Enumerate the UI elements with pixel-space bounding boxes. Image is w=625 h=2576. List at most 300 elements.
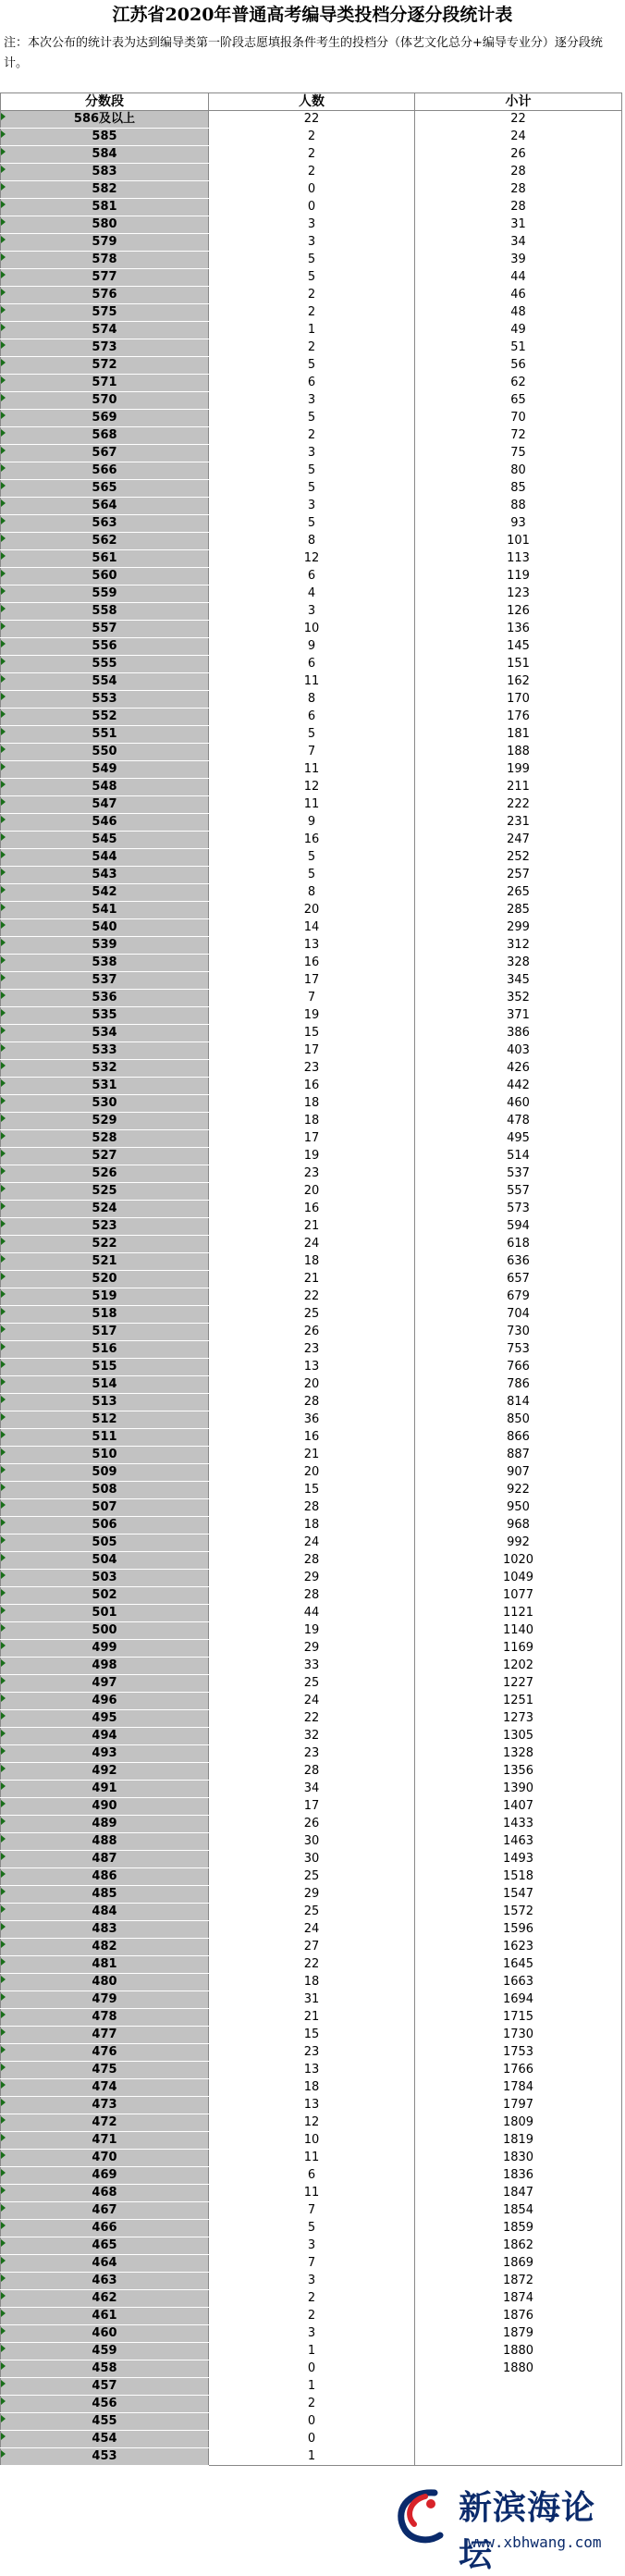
count-cell: 15 <box>209 1482 415 1499</box>
table-row <box>1 1095 622 1113</box>
score-range-cell: 586及以上 <box>1 111 209 129</box>
score-range-cell: 526 <box>1 1165 209 1183</box>
count-cell: 10 <box>209 2132 415 2150</box>
score-range-cell: 504 <box>1 1552 209 1570</box>
score-range-cell: 547 <box>1 796 209 814</box>
table-row <box>1 1253 622 1271</box>
score-range-cell: 464 <box>1 2255 209 2273</box>
table-row <box>1 1991 622 2009</box>
count-cell: 28 <box>209 1499 415 1517</box>
count-cell: 2 <box>209 2396 415 2413</box>
cumulative-cell: 704 <box>415 1306 622 1324</box>
table-row <box>1 1570 622 1587</box>
score-range-cell: 536 <box>1 990 209 1007</box>
cumulative-cell: 1694 <box>415 1991 622 2009</box>
count-cell: 7 <box>209 2202 415 2220</box>
table-row <box>1 1376 622 1394</box>
header-cumulative: 小计 <box>415 93 622 111</box>
score-range-cell: 544 <box>1 849 209 867</box>
table-row <box>1 1341 622 1359</box>
score-range-cell: 534 <box>1 1025 209 1042</box>
cumulative-cell: 85 <box>415 480 622 498</box>
table-row <box>1 1429 622 1447</box>
cumulative-cell: 51 <box>415 339 622 357</box>
cumulative-cell: 766 <box>415 1359 622 1376</box>
table-row <box>1 2185 622 2202</box>
count-cell: 17 <box>209 1130 415 1148</box>
cumulative-cell: 49 <box>415 322 622 339</box>
table-row <box>1 849 622 867</box>
count-cell: 8 <box>209 533 415 550</box>
table-row <box>1 919 622 937</box>
table-row <box>1 375 622 392</box>
table-row <box>1 1622 622 1640</box>
cumulative-cell: 371 <box>415 1007 622 1025</box>
count-cell: 18 <box>209 2079 415 2097</box>
table-row <box>1 146 622 164</box>
count-cell: 5 <box>209 867 415 884</box>
table-row <box>1 1552 622 1570</box>
table-row <box>1 2396 622 2413</box>
score-range-cell: 583 <box>1 164 209 181</box>
score-range-cell: 529 <box>1 1113 209 1130</box>
cumulative-cell: 992 <box>415 1535 622 1552</box>
score-range-cell: 565 <box>1 480 209 498</box>
score-range-cell: 475 <box>1 2062 209 2079</box>
table-row <box>1 1025 622 1042</box>
score-range-cell: 570 <box>1 392 209 410</box>
cumulative-cell: 1049 <box>415 1570 622 1587</box>
count-cell: 13 <box>209 1359 415 1376</box>
table-row <box>1 2255 622 2273</box>
cumulative-cell: 636 <box>415 1253 622 1271</box>
cumulative-cell: 1753 <box>415 2044 622 2062</box>
table-row <box>1 621 622 638</box>
count-cell: 24 <box>209 1236 415 1253</box>
count-cell: 9 <box>209 638 415 656</box>
count-cell: 19 <box>209 1148 415 1165</box>
table-row <box>1 2044 622 2062</box>
score-range-cell: 524 <box>1 1201 209 1218</box>
count-cell: 17 <box>209 1798 415 1816</box>
table-row <box>1 1394 622 1411</box>
cumulative-cell: 328 <box>415 955 622 972</box>
score-range-cell: 480 <box>1 1974 209 1991</box>
table-row <box>1 445 622 462</box>
count-cell: 8 <box>209 884 415 902</box>
cumulative-cell: 199 <box>415 761 622 779</box>
count-cell: 18 <box>209 1974 415 1991</box>
table-row <box>1 357 622 375</box>
count-cell: 28 <box>209 1394 415 1411</box>
table-row <box>1 1587 622 1605</box>
score-range-cell: 515 <box>1 1359 209 1376</box>
score-range-cell: 510 <box>1 1447 209 1464</box>
count-cell: 22 <box>209 1710 415 1728</box>
cumulative-cell: 557 <box>415 1183 622 1201</box>
table-row <box>1 709 622 726</box>
count-cell: 5 <box>209 269 415 287</box>
score-range-cell: 505 <box>1 1535 209 1552</box>
table-row <box>1 1306 622 1324</box>
score-range-cell: 454 <box>1 2431 209 2448</box>
count-cell: 1 <box>209 2448 415 2466</box>
count-cell: 12 <box>209 2114 415 2132</box>
score-range-cell: 492 <box>1 1763 209 1781</box>
cumulative-cell: 1020 <box>415 1552 622 1570</box>
score-range-cell: 580 <box>1 216 209 234</box>
cumulative-cell: 1859 <box>415 2220 622 2237</box>
count-cell: 0 <box>209 2360 415 2378</box>
table-row <box>1 480 622 498</box>
count-cell: 21 <box>209 1447 415 1464</box>
table-row <box>1 1763 622 1781</box>
count-cell: 21 <box>209 1271 415 1288</box>
count-cell: 6 <box>209 709 415 726</box>
score-range-cell: 466 <box>1 2220 209 2237</box>
count-cell: 6 <box>209 656 415 673</box>
table-row <box>1 1851 622 1868</box>
table-row <box>1 1956 622 1974</box>
table-row <box>1 1868 622 1886</box>
score-range-cell: 556 <box>1 638 209 656</box>
cumulative-cell: 176 <box>415 709 622 726</box>
count-cell: 25 <box>209 1904 415 1921</box>
watermark-name: 新滨海论坛 <box>459 2489 596 2574</box>
cumulative-cell: 887 <box>415 1447 622 1464</box>
score-range-cell: 545 <box>1 832 209 849</box>
count-cell: 15 <box>209 2027 415 2044</box>
cumulative-cell: 386 <box>415 1025 622 1042</box>
count-cell: 20 <box>209 1183 415 1201</box>
score-range-cell: 463 <box>1 2273 209 2290</box>
table-row <box>1 814 622 832</box>
table-row <box>1 691 622 709</box>
table-row <box>1 2325 622 2343</box>
score-range-cell: 479 <box>1 1991 209 2009</box>
table-row <box>1 339 622 357</box>
table-row <box>1 462 622 480</box>
score-range-cell: 525 <box>1 1183 209 1201</box>
score-range-cell: 558 <box>1 603 209 621</box>
cumulative-cell: 1836 <box>415 2167 622 2185</box>
cumulative-cell: 231 <box>415 814 622 832</box>
cumulative-cell: 1862 <box>415 2237 622 2255</box>
table-row <box>1 1271 622 1288</box>
cumulative-cell: 426 <box>415 1060 622 1078</box>
cumulative-cell: 1663 <box>415 1974 622 1991</box>
count-cell: 7 <box>209 990 415 1007</box>
score-range-cell: 473 <box>1 2097 209 2114</box>
table-row <box>1 832 622 849</box>
count-cell: 28 <box>209 1587 415 1605</box>
table-row <box>1 2079 622 2097</box>
cumulative-cell: 28 <box>415 164 622 181</box>
count-cell: 27 <box>209 1939 415 1956</box>
score-range-cell: 575 <box>1 304 209 322</box>
count-cell: 18 <box>209 1517 415 1535</box>
cumulative-cell: 252 <box>415 849 622 867</box>
count-cell: 2 <box>209 304 415 322</box>
table-row <box>1 902 622 919</box>
score-range-cell: 539 <box>1 937 209 955</box>
score-range-cell: 486 <box>1 1868 209 1886</box>
cumulative-cell: 352 <box>415 990 622 1007</box>
count-cell: 34 <box>209 1781 415 1798</box>
table-row <box>1 234 622 252</box>
cumulative-cell: 39 <box>415 252 622 269</box>
table-row <box>1 1130 622 1148</box>
cumulative-cell: 1766 <box>415 2062 622 2079</box>
count-cell: 8 <box>209 691 415 709</box>
cumulative-cell: 65 <box>415 392 622 410</box>
cumulative-cell: 1730 <box>415 2027 622 2044</box>
count-cell: 31 <box>209 1991 415 2009</box>
count-cell: 11 <box>209 761 415 779</box>
score-range-cell: 483 <box>1 1921 209 1939</box>
cumulative-cell: 1407 <box>415 1798 622 1816</box>
table-row <box>1 2097 622 2114</box>
count-cell: 23 <box>209 1165 415 1183</box>
count-cell: 1 <box>209 2343 415 2360</box>
table-row <box>1 972 622 990</box>
cumulative-cell: 478 <box>415 1113 622 1130</box>
score-range-cell: 485 <box>1 1886 209 1904</box>
score-range-cell: 541 <box>1 902 209 919</box>
cumulative-cell: 265 <box>415 884 622 902</box>
cumulative-cell: 48 <box>415 304 622 322</box>
cumulative-cell <box>415 2431 622 2448</box>
table-row <box>1 779 622 796</box>
cumulative-cell: 1273 <box>415 1710 622 1728</box>
cumulative-cell: 126 <box>415 603 622 621</box>
score-range-cell: 493 <box>1 1745 209 1763</box>
count-cell: 3 <box>209 2237 415 2255</box>
score-range-cell: 520 <box>1 1271 209 1288</box>
count-cell: 5 <box>209 2220 415 2237</box>
cumulative-cell: 70 <box>415 410 622 427</box>
table-row <box>1 2378 622 2396</box>
table-body <box>1 111 622 2466</box>
score-range-cell: 508 <box>1 1482 209 1499</box>
table-row <box>1 181 622 199</box>
table-row <box>1 744 622 761</box>
cumulative-cell: 72 <box>415 427 622 445</box>
cumulative-cell: 1202 <box>415 1658 622 1675</box>
count-cell: 6 <box>209 375 415 392</box>
count-cell: 21 <box>209 2009 415 2027</box>
cumulative-cell: 1227 <box>415 1675 622 1693</box>
count-cell: 30 <box>209 1833 415 1851</box>
count-cell: 4 <box>209 585 415 603</box>
cumulative-cell: 75 <box>415 445 622 462</box>
count-cell: 23 <box>209 1060 415 1078</box>
score-range-cell: 474 <box>1 2079 209 2097</box>
count-cell: 0 <box>209 2413 415 2431</box>
score-range-cell: 560 <box>1 568 209 585</box>
table-row <box>1 955 622 972</box>
score-range-cell: 517 <box>1 1324 209 1341</box>
count-cell: 2 <box>209 287 415 304</box>
count-cell: 3 <box>209 2273 415 2290</box>
table-row <box>1 2062 622 2079</box>
cumulative-cell: 679 <box>415 1288 622 1306</box>
score-range-cell: 513 <box>1 1394 209 1411</box>
count-cell: 23 <box>209 1745 415 1763</box>
count-cell: 22 <box>209 111 415 129</box>
count-cell: 5 <box>209 462 415 480</box>
score-range-cell: 553 <box>1 691 209 709</box>
count-cell: 6 <box>209 568 415 585</box>
score-range-cell: 532 <box>1 1060 209 1078</box>
score-range-cell: 498 <box>1 1658 209 1675</box>
table-row <box>1 2273 622 2290</box>
table-row <box>1 1218 622 1236</box>
count-cell: 5 <box>209 515 415 533</box>
cumulative-cell: 594 <box>415 1218 622 1236</box>
cumulative-cell: 1493 <box>415 1851 622 1868</box>
count-cell: 0 <box>209 2431 415 2448</box>
table-row <box>1 1974 622 1991</box>
count-cell: 24 <box>209 1921 415 1939</box>
table-row <box>1 427 622 445</box>
count-cell: 5 <box>209 410 415 427</box>
count-cell: 13 <box>209 937 415 955</box>
table-row <box>1 2202 622 2220</box>
score-range-cell: 487 <box>1 1851 209 1868</box>
table-row <box>1 1464 622 1482</box>
table-row <box>1 1710 622 1728</box>
cumulative-cell: 657 <box>415 1271 622 1288</box>
table-row <box>1 1482 622 1499</box>
cumulative-cell: 1433 <box>415 1816 622 1833</box>
table-row <box>1 1728 622 1745</box>
count-cell: 3 <box>209 234 415 252</box>
count-cell: 19 <box>209 1007 415 1025</box>
cumulative-cell: 1809 <box>415 2114 622 2132</box>
count-cell: 11 <box>209 796 415 814</box>
cumulative-cell: 1715 <box>415 2009 622 2027</box>
count-cell: 0 <box>209 199 415 216</box>
count-cell: 5 <box>209 480 415 498</box>
count-cell: 26 <box>209 1816 415 1833</box>
cumulative-cell: 1572 <box>415 1904 622 1921</box>
score-range-cell: 514 <box>1 1376 209 1394</box>
cumulative-cell: 1880 <box>415 2360 622 2378</box>
score-range-cell: 496 <box>1 1693 209 1710</box>
score-range-cell: 550 <box>1 744 209 761</box>
score-range-cell: 576 <box>1 287 209 304</box>
score-range-cell: 585 <box>1 129 209 146</box>
count-cell: 13 <box>209 2097 415 2114</box>
table-row <box>1 216 622 234</box>
score-range-cell: 527 <box>1 1148 209 1165</box>
cumulative-cell: 514 <box>415 1148 622 1165</box>
cumulative-cell: 26 <box>415 146 622 164</box>
cumulative-cell: 537 <box>415 1165 622 1183</box>
table-row <box>1 164 622 181</box>
count-cell: 11 <box>209 2150 415 2167</box>
cumulative-cell: 211 <box>415 779 622 796</box>
score-range-cell: 461 <box>1 2308 209 2325</box>
score-range-cell: 500 <box>1 1622 209 1640</box>
score-range-cell: 555 <box>1 656 209 673</box>
count-cell: 11 <box>209 673 415 691</box>
score-range-cell: 453 <box>1 2448 209 2466</box>
score-range-cell: 521 <box>1 1253 209 1271</box>
score-range-cell: 494 <box>1 1728 209 1745</box>
cumulative-cell: 312 <box>415 937 622 955</box>
score-range-cell: 523 <box>1 1218 209 1236</box>
score-range-cell: 462 <box>1 2290 209 2308</box>
score-range-cell: 516 <box>1 1341 209 1359</box>
score-range-cell: 470 <box>1 2150 209 2167</box>
cumulative-cell: 22 <box>415 111 622 129</box>
cumulative-cell: 345 <box>415 972 622 990</box>
count-cell: 3 <box>209 216 415 234</box>
score-range-cell: 489 <box>1 1816 209 1833</box>
score-range-cell: 566 <box>1 462 209 480</box>
cumulative-cell: 1854 <box>415 2202 622 2220</box>
table-row <box>1 937 622 955</box>
table-row <box>1 1886 622 1904</box>
table-row <box>1 287 622 304</box>
count-cell: 20 <box>209 1376 415 1394</box>
table-row <box>1 129 622 146</box>
count-cell: 16 <box>209 832 415 849</box>
table-row <box>1 2308 622 2325</box>
cumulative-cell: 247 <box>415 832 622 849</box>
table-row <box>1 2290 622 2308</box>
score-range-cell: 497 <box>1 1675 209 1693</box>
count-cell: 21 <box>209 1218 415 1236</box>
table-row <box>1 1745 622 1763</box>
cumulative-cell: 1872 <box>415 2273 622 2290</box>
table-row <box>1 1183 622 1201</box>
count-cell: 18 <box>209 1095 415 1113</box>
cumulative-cell: 1819 <box>415 2132 622 2150</box>
count-cell: 36 <box>209 1411 415 1429</box>
count-cell: 13 <box>209 2062 415 2079</box>
cumulative-cell: 1879 <box>415 2325 622 2343</box>
table-row <box>1 1113 622 1130</box>
cumulative-cell: 1784 <box>415 2079 622 2097</box>
cumulative-cell: 1797 <box>415 2097 622 2114</box>
count-cell: 2 <box>209 427 415 445</box>
count-cell: 0 <box>209 181 415 199</box>
score-range-cell: 538 <box>1 955 209 972</box>
header-count: 人数 <box>209 93 415 111</box>
count-cell: 11 <box>209 2185 415 2202</box>
table-row <box>1 1447 622 1464</box>
score-range-cell: 458 <box>1 2360 209 2378</box>
watermark-url: www.xbhwang.com <box>468 2533 602 2551</box>
count-cell: 16 <box>209 1429 415 1447</box>
score-range-cell: 551 <box>1 726 209 744</box>
count-cell: 28 <box>209 1763 415 1781</box>
score-range-cell: 540 <box>1 919 209 937</box>
cumulative-cell: 151 <box>415 656 622 673</box>
watermark <box>375 2469 625 2574</box>
count-cell: 2 <box>209 2290 415 2308</box>
table-row <box>1 2167 622 2185</box>
count-cell: 5 <box>209 252 415 269</box>
cumulative-cell: 136 <box>415 621 622 638</box>
table-row <box>1 2220 622 2237</box>
count-cell: 5 <box>209 849 415 867</box>
table-row <box>1 1535 622 1552</box>
score-range-cell: 472 <box>1 2114 209 2132</box>
